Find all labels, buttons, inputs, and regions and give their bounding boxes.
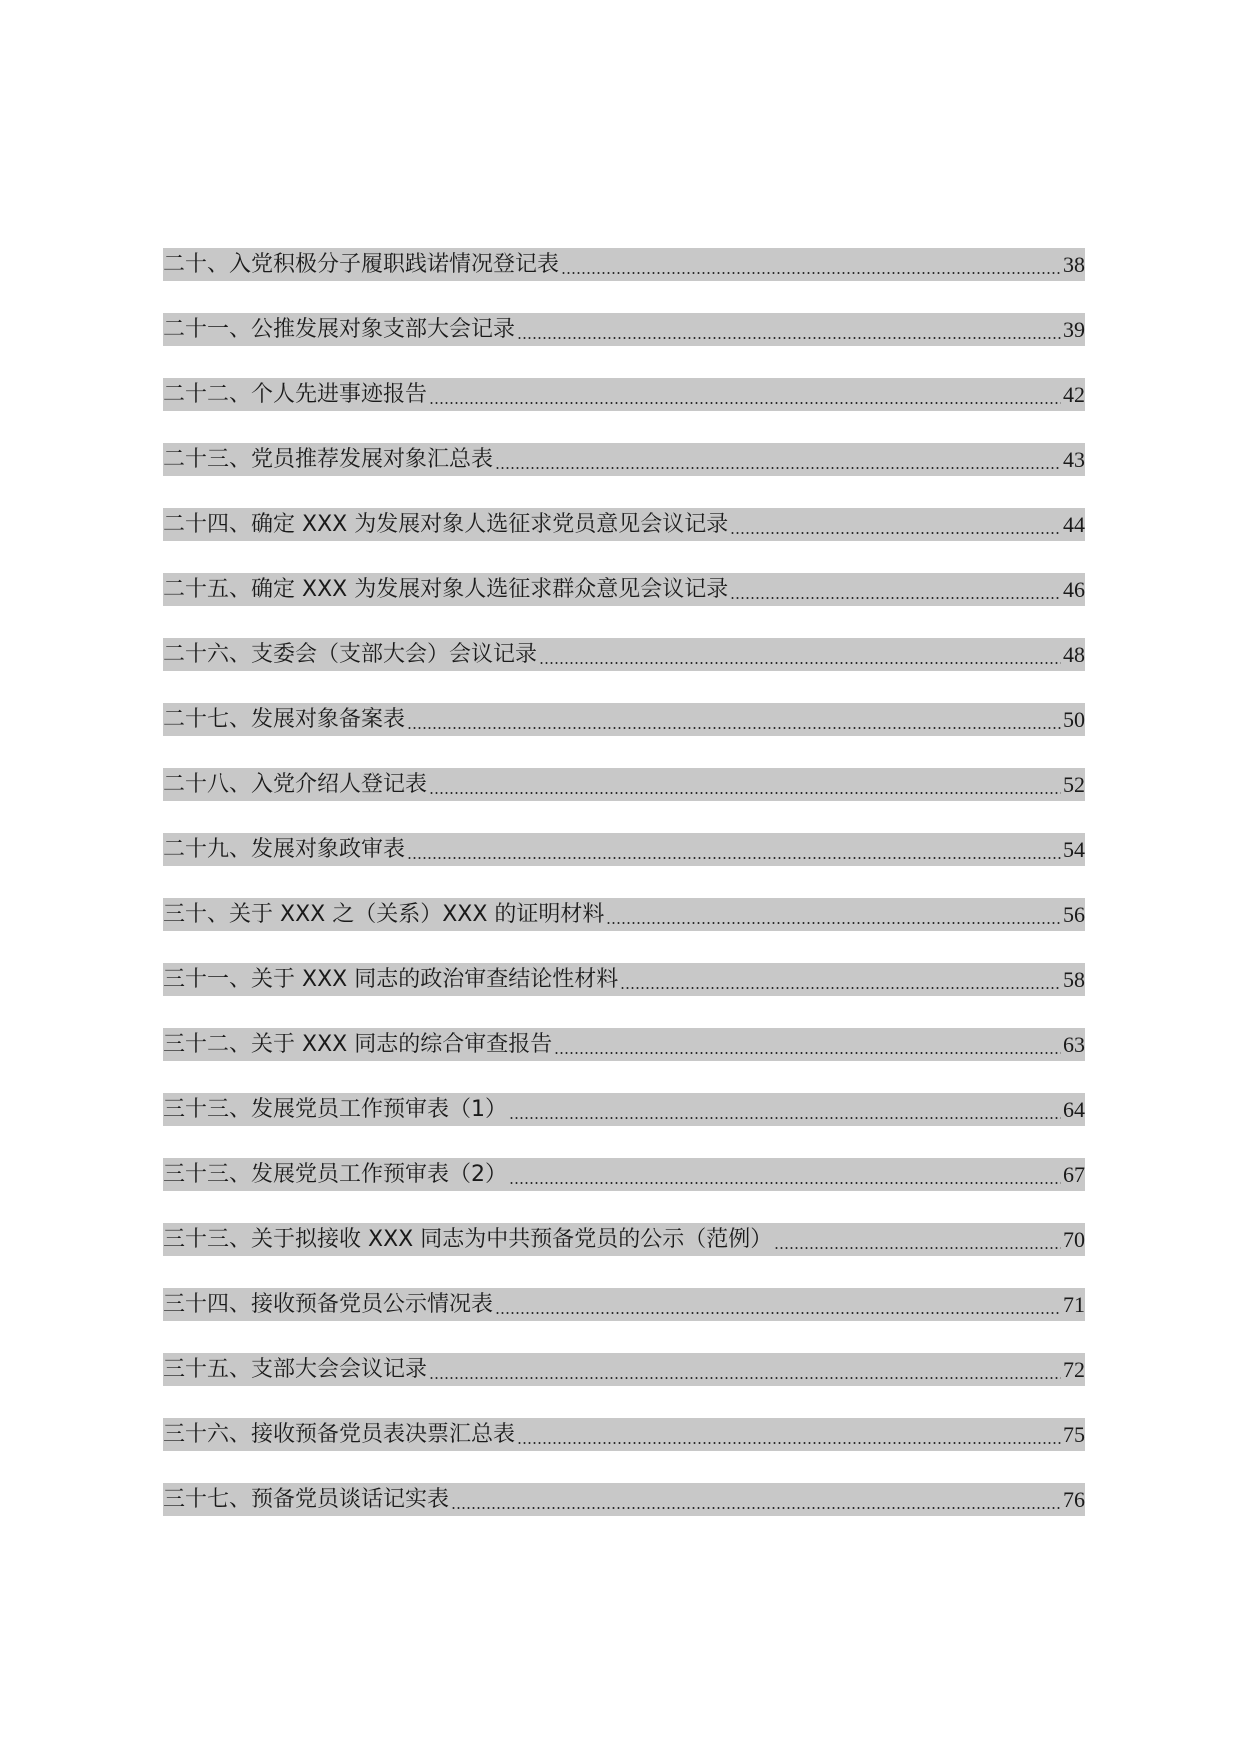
toc-entry-title: 二十、入党积极分子履职践诺情况登记表: [163, 252, 560, 277]
dot-leader: [730, 596, 1061, 600]
toc-entry-page: 67: [1063, 1162, 1085, 1187]
toc-entry-page: 56: [1063, 902, 1085, 927]
toc-entry[interactable]: [163, 833, 1085, 866]
toc-entry-page: 50: [1063, 707, 1085, 732]
dot-leader: [509, 1116, 1061, 1120]
toc-entry-title: 二十五、确定 XXX 为发展对象人选征求群众意见会议记录: [163, 577, 729, 602]
toc-entry-page: 38: [1063, 252, 1085, 277]
toc-entry-page: 75: [1063, 1422, 1085, 1447]
table-of-contents: [163, 248, 1085, 1548]
dot-leader: [407, 726, 1061, 730]
toc-entry-title: 三十三、关于拟接收 XXX 同志为中共预备党员的公示（范例）: [163, 1227, 773, 1252]
toc-entry-title: 二十七、发展对象备案表: [163, 707, 406, 732]
toc-entry-title: 三十二、关于 XXX 同志的综合审查报告: [163, 1032, 553, 1057]
toc-entry-page: 71: [1063, 1292, 1085, 1317]
toc-entry-page: 64: [1063, 1097, 1085, 1122]
toc-entry-title: 三十五、支部大会会议记录: [163, 1357, 428, 1382]
toc-entry[interactable]: [163, 1093, 1085, 1126]
dot-leader: [620, 986, 1061, 990]
toc-entry-title: 二十四、确定 XXX 为发展对象人选征求党员意见会议记录: [163, 512, 729, 537]
toc-entry-title: 二十九、发展对象政审表: [163, 837, 406, 862]
toc-entry-page: 58: [1063, 967, 1085, 992]
dot-leader: [429, 401, 1061, 405]
toc-entry-page: 42: [1063, 382, 1085, 407]
dot-leader: [774, 1246, 1061, 1250]
toc-entry[interactable]: [163, 1288, 1085, 1321]
toc-entry[interactable]: [163, 443, 1085, 476]
dot-leader: [539, 661, 1061, 665]
toc-entry[interactable]: [163, 703, 1085, 736]
toc-entry[interactable]: [163, 1353, 1085, 1386]
dot-leader: [561, 271, 1061, 275]
toc-entry-title: 三十四、接收预备党员公示情况表: [163, 1292, 494, 1317]
toc-entry[interactable]: [163, 1483, 1085, 1516]
dot-leader: [730, 531, 1061, 535]
toc-entry-title: 三十、关于 XXX 之（关系）XXX 的证明材料: [163, 902, 605, 927]
toc-entry-title: 三十三、发展党员工作预审表（2）: [163, 1162, 507, 1187]
toc-entry-title: 三十一、关于 XXX 同志的政治审查结论性材料: [163, 967, 619, 992]
toc-entry-title: 三十三、发展党员工作预审表（1）: [163, 1097, 507, 1122]
toc-entry[interactable]: [163, 573, 1085, 606]
toc-entry-page: 63: [1063, 1032, 1085, 1057]
dot-leader: [554, 1051, 1061, 1055]
toc-entry[interactable]: [163, 1158, 1085, 1191]
dot-leader: [429, 1376, 1061, 1380]
toc-entry[interactable]: [163, 898, 1085, 931]
toc-entry-page: 70: [1063, 1227, 1085, 1252]
toc-entry-page: 52: [1063, 772, 1085, 797]
toc-entry-page: 46: [1063, 577, 1085, 602]
dot-leader: [451, 1506, 1061, 1510]
toc-entry-title: 三十七、预备党员谈话记实表: [163, 1487, 450, 1512]
toc-entry-page: 44: [1063, 512, 1085, 537]
dot-leader: [517, 336, 1061, 340]
toc-entry-title: 二十八、入党介绍人登记表: [163, 772, 428, 797]
toc-entry-title: 二十一、公推发展对象支部大会记录: [163, 317, 516, 342]
toc-entry[interactable]: [163, 638, 1085, 671]
dot-leader: [495, 466, 1061, 470]
toc-entry-page: 43: [1063, 447, 1085, 472]
toc-entry-title: 三十六、接收预备党员表决票汇总表: [163, 1422, 516, 1447]
toc-entry-page: 54: [1063, 837, 1085, 862]
toc-entry-page: 76: [1063, 1487, 1085, 1512]
toc-entry[interactable]: [163, 313, 1085, 346]
toc-entry-page: 39: [1063, 317, 1085, 342]
dot-leader: [495, 1311, 1061, 1315]
dot-leader: [429, 791, 1061, 795]
toc-entry-page: 48: [1063, 642, 1085, 667]
toc-entry[interactable]: [163, 963, 1085, 996]
toc-entry[interactable]: [163, 1418, 1085, 1451]
toc-entry[interactable]: [163, 1223, 1085, 1256]
toc-entry[interactable]: [163, 248, 1085, 281]
dot-leader: [407, 856, 1061, 860]
dot-leader: [517, 1441, 1061, 1445]
toc-entry-title: 二十二、个人先进事迹报告: [163, 382, 428, 407]
toc-entry[interactable]: [163, 508, 1085, 541]
toc-entry[interactable]: [163, 768, 1085, 801]
toc-entry-title: 二十六、支委会（支部大会）会议记录: [163, 642, 538, 667]
toc-entry[interactable]: [163, 1028, 1085, 1061]
dot-leader: [509, 1181, 1061, 1185]
dot-leader: [606, 921, 1061, 925]
toc-entry-title: 二十三、党员推荐发展对象汇总表: [163, 447, 494, 472]
toc-entry-page: 72: [1063, 1357, 1085, 1382]
toc-entry[interactable]: [163, 378, 1085, 411]
